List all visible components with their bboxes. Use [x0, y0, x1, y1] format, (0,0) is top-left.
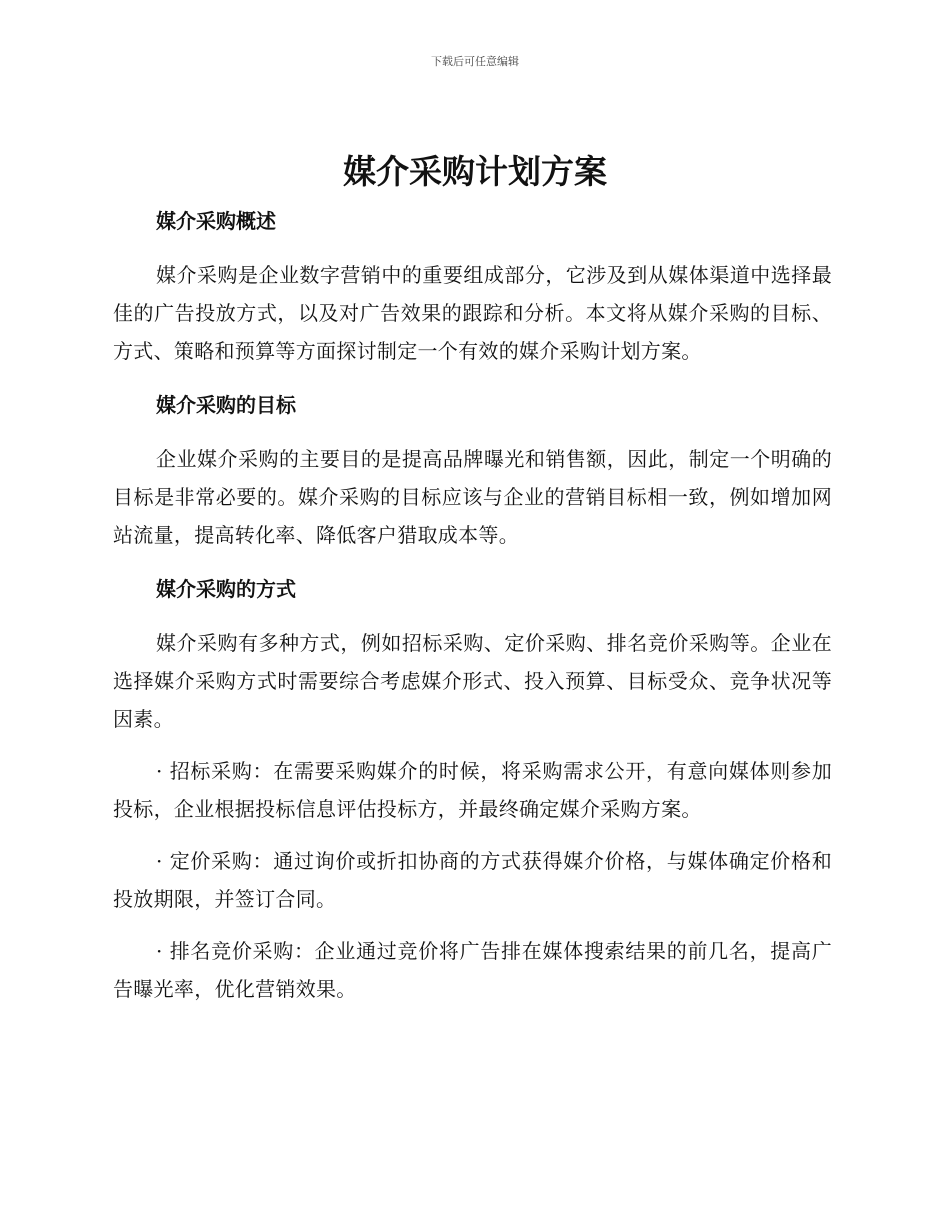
paragraph-methods-intro: 媒介采购有多种方式，例如招标采购、定价采购、排名竞价采购等。企业在选择媒介采购方式时需要综合考虑媒介形式、投入预算、目标受众、竞争状况等因素。	[113, 631, 832, 731]
section-heading-overview: 媒介采购概述	[156, 209, 276, 233]
bullet-ranking-bid-procurement: · 排名竞价采购：企业通过竞价将广告排在媒体搜索结果的前几名，提高广告曝光率，优化营销效果。	[113, 939, 832, 1001]
bullet-fixed-price-procurement: · 定价采购：通过询价或折扣协商的方式获得媒介价格，与媒体确定价格和投放期限，并签订合同。	[113, 849, 832, 911]
section-heading-methods: 媒介采购的方式	[156, 577, 296, 601]
document-title: 媒介采购计划方案	[343, 152, 607, 191]
section-heading-goals: 媒介采购的目标	[156, 393, 296, 417]
paragraph-overview: 媒介采购是企业数字营销中的重要组成部分，它涉及到从媒体渠道中选择最佳的广告投放方式，以及对广告效果的跟踪和分析。本文将从媒介采购的目标、方式、策略和预算等方面探讨制定一个有效的媒介采购计划方案。	[113, 263, 832, 363]
header-note: 下载后可任意编辑	[431, 55, 519, 68]
bullet-bidding-procurement: · 招标采购：在需要采购媒介的时候，将采购需求公开，有意向媒体则参加投标，企业根据投标信息评估投标方，并最终确定媒介采购方案。	[113, 759, 832, 821]
paragraph-goals: 企业媒介采购的主要目的是提高品牌曝光和销售额，因此，制定一个明确的目标是非常必要的。媒介采购的目标应该与企业的营销目标相一致，例如增加网站流量，提高转化率、降低客户猎取成本等。	[113, 447, 832, 547]
document-body	[113, 202, 832, 1008]
